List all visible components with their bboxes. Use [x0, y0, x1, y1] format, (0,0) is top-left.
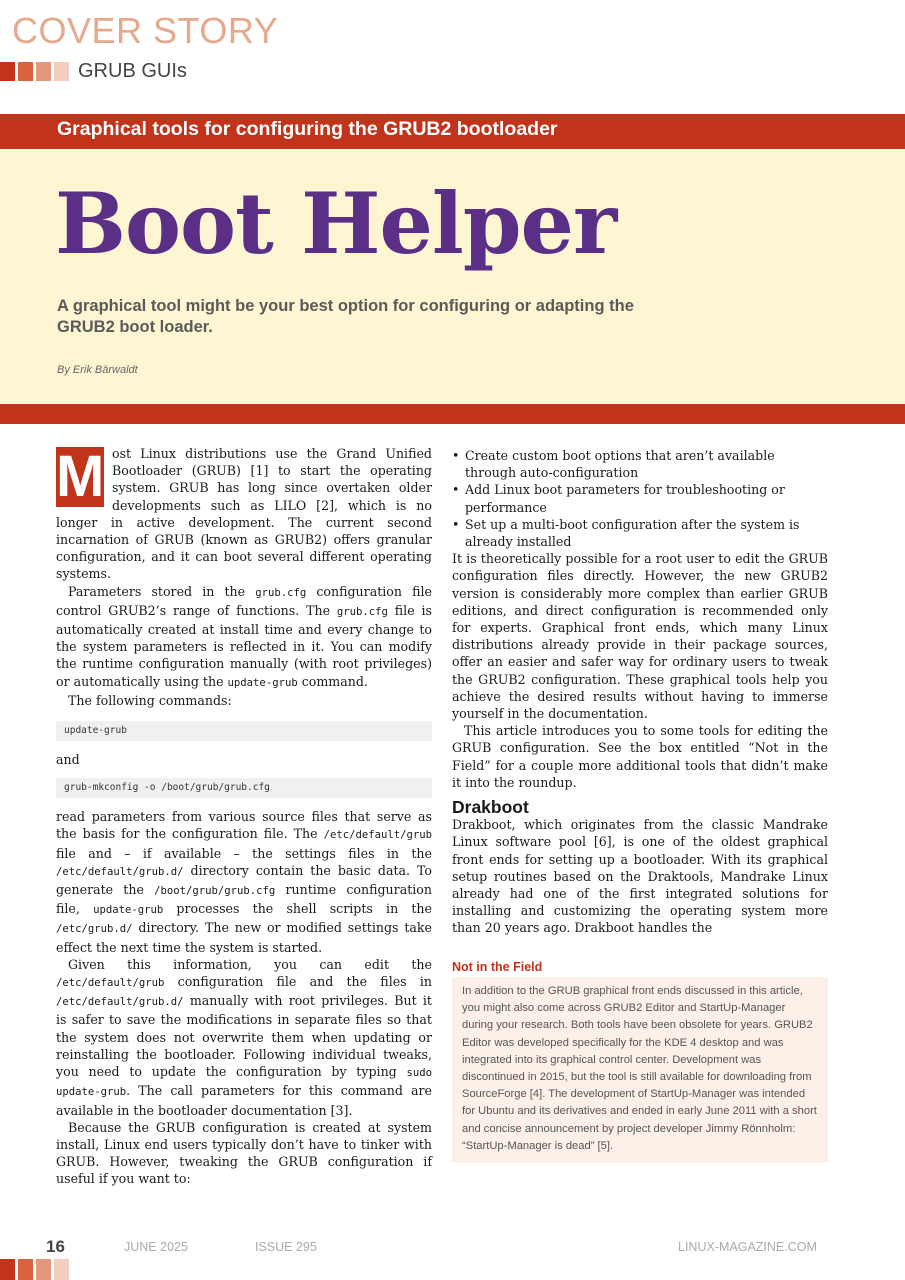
paragraph: Given this information, you can edit the /etc/default/grub configuration file and the files in /etc/default/grub.d/ manually with root privileges. But it is safer to save the modifications in separate files so that the system does not overwrite them when updating or reinstalling the bootloader. Following individual tweaks, you need to update the configuration by typing sudo update-grub. The call parameters for this command are available in the bootloader documentation [3].	[56, 956, 432, 1118]
issue-date: JUNE 2025	[124, 1240, 188, 1254]
divider-bar	[0, 404, 905, 424]
footer-color-squares	[0, 1259, 69, 1280]
site-url: LINUX-MAGAZINE.COM	[678, 1240, 817, 1254]
color-square	[36, 1259, 51, 1280]
section-color-squares	[0, 62, 69, 81]
paragraph: Drakboot, which originates from the classic Mandrake Linux software pool [6], is one of the oldest graphical front ends for setting up a bootloader. With its graphical setup routines based on the Draktools, Mandrake Linux already had one of the first integrated solutions for installing and customizing the operating system more than 20 years ago. Drakboot handles the	[452, 817, 828, 936]
issue-number: ISSUE 295	[255, 1240, 317, 1254]
code-block: update-grub	[56, 721, 432, 741]
list-item: • Create custom boot options that aren’t available through auto-configuration	[452, 447, 828, 481]
bullet-list	[452, 447, 828, 550]
color-square	[0, 1259, 15, 1280]
paragraph: This article introduces you to some tools for editing the GRUB configuration. See the box entitled “Not in the Field” for a couple more additional tools that didn’t make it into the roundup.	[452, 723, 828, 790]
paragraph: and	[56, 752, 80, 768]
drop-cap: M	[56, 444, 105, 509]
right-column	[452, 447, 828, 937]
list-item: • Add Linux boot parameters for troubleshooting or performance	[452, 481, 828, 515]
kicker: Graphical tools for configuring the GRUB2 bootloader	[57, 118, 558, 140]
list-item: • Set up a multi-boot configuration after the system is already installed	[452, 516, 828, 550]
subheading: Drakboot	[452, 797, 529, 818]
color-square	[18, 62, 33, 81]
color-square	[18, 1259, 33, 1280]
color-square	[36, 62, 51, 81]
deck: A graphical tool might be your best option for configuring or adapting the GRUB2 boot loader.	[57, 297, 634, 336]
section-title: COVER STORY	[12, 10, 279, 51]
sidebar-box: In addition to the GRUB graphical front ends discussed in this article, you might also come across GRUB2 Editor and StartUp-Manager during your research. Both tools have been obsolete for years. GRUB2 Editor was developed specifically for the KDE 4 desktop and was integrated into its graphical control center. Development was discontinued in 2015, but the tool is still available for downloading from SourceForge [4]. The development of StartUp-Manager was intended for Ubuntu and its derivatives and ended in early June 2011 with a short and concise announcement by project developer Jimmy Rönnholm: “StartUp-Manager is dead” [5].	[452, 977, 828, 1163]
byline: By Erik Bärwaldt	[57, 364, 138, 376]
paragraph: The following commands:	[68, 692, 232, 708]
left-column	[56, 445, 432, 1188]
box-title: Not in the Field	[452, 960, 543, 974]
intro-paragraph: M ost Linux distributions use the Grand Unified Bootloader (GRUB) [1] to start the operating system. GRUB has long since overtaken older developments such as LILO [2], which is no longer in active development. The current second incarnation of GRUB (known as GRUB2) offers granular configuration, and it can boot several different operating systems.	[56, 444, 432, 582]
paragraph: read parameters from various source files that serve as the basis for the configuration file. The /etc/default/grub file and – if available – the settings files in the /etc/default/grub.d/ directory contain the basic data. To generate the /boot/grub/grub.cfg runtime configuration file, update-grub processes the shell scripts in the /etc/grub.d/ directory. The new or modified settings take effect the next time the system is started.	[56, 809, 432, 955]
section-subtitle: GRUB GUIs	[78, 60, 187, 82]
color-square	[0, 62, 15, 81]
color-square	[54, 1259, 69, 1280]
paragraph: Because the GRUB configuration is created at system install, Linux end users typically don’t have to tinker with GRUB. However, tweaking the GRUB configuration if useful if you want to:	[56, 1119, 432, 1187]
color-square	[54, 62, 69, 81]
headline: Boot Helper	[55, 174, 617, 273]
paragraph: Parameters stored in the grub.cfg configuration file control GRUB2’s range of functions. The grub.cfg file is automatically created at install time and every change to the system parameters is reflected in it. You can modify the runtime configuration manually (with root privileges) or automatically using the update-grub command.	[56, 583, 432, 689]
code-block: grub-mkconfig -o /boot/grub/grub.cfg	[56, 778, 432, 798]
paragraph: It is theoretically possible for a root user to edit the GRUB configuration files directly. However, the new GRUB2 version is considerably more complex than earlier GRUB editions, and direct configuration is recommended only for experts. Graphical front ends, which many Linux distributions already provide in their package sources, offer an easier and safer way for ordinary users to tweak the GRUB2 configuration. These graphical tools help you achieve the desired results without having to immerse yourself in the documentation.	[452, 551, 828, 722]
page-number: 16	[46, 1237, 65, 1256]
